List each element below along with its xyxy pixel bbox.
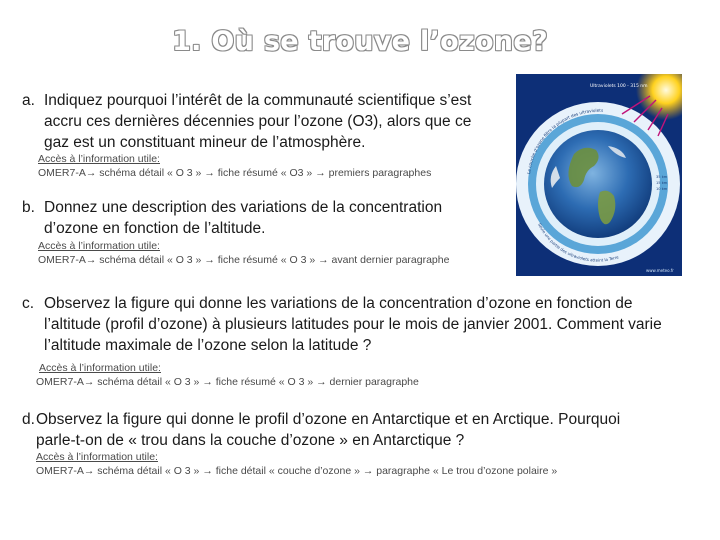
access-heading[interactable]: Accès à l’information utile:	[38, 153, 160, 165]
figure-footer: www.meteo.fr	[646, 268, 674, 273]
question-line: accru ces dernières décennies pour l’ozone (O3), alors que ce	[44, 113, 472, 130]
question-line: Observez la figure qui donne le profil d’ozone en Antarctique et en Arctique. Pourquoi	[36, 411, 621, 428]
question-letter: a.	[22, 92, 35, 109]
altitude-label: 35 km	[656, 175, 668, 179]
uv-label: Ultraviolets 100 - 315 nm	[590, 84, 648, 89]
question-b	[22, 197, 502, 239]
question-line: l’altitude (profil d’ozone) à plusieurs latitudes pour le mois de janvier 2001. Comment varie	[44, 316, 662, 333]
access-path: OMER7-A→ schéma détail « O 3 » → fiche résumé « O 3 » → avant dernier paragraphe	[38, 254, 450, 266]
access-path: OMER7-A→ schéma détail « O 3 » → fiche détail « couche d’ozone » → paragraphe « Le trou d’ozone polaire »	[36, 465, 558, 477]
question-letter: b.	[22, 199, 35, 216]
lower-arc-text: Seule une partie des ultraviolets atteint la Terre	[537, 222, 620, 263]
access-info-a	[38, 152, 431, 180]
access-heading[interactable]: Accès à l’information utile:	[39, 362, 161, 374]
question-line: parle-t-on de « trou dans la couche d’ozone » en Antarctique ?	[36, 432, 465, 449]
question-line: d’ozone en fonction de l’altitude.	[44, 220, 266, 237]
page-title: 1. Où se trouve l’ozone?	[172, 26, 548, 57]
access-info-b	[38, 239, 449, 267]
question-line: Indiquez pourquoi l’intérêt de la communauté scientifique s’est	[44, 92, 472, 109]
question-letter: d.	[22, 411, 35, 428]
access-info-d	[36, 450, 557, 478]
ozone-layer-figure	[516, 74, 682, 276]
access-info-c	[36, 361, 419, 389]
question-line: Observez la figure qui donne les variations de la concentration d’ozone en fonction de	[44, 295, 633, 312]
question-d	[22, 409, 712, 451]
question-letter: c.	[22, 295, 35, 312]
access-heading[interactable]: Accès à l’information utile:	[38, 240, 160, 252]
ozone-arc-text: La couche d’ozone filtre la plupart des ultraviolets	[526, 107, 604, 175]
altitude-label: 10 km	[656, 187, 668, 191]
altitude-label: 15 km	[656, 181, 668, 185]
access-path: OMER7-A→ schéma détail « O 3 » → fiche résumé « O 3 » → dernier paragraphe	[36, 376, 419, 388]
earth-globe	[544, 130, 652, 238]
earth-ozone-illustration	[516, 74, 682, 276]
question-line: Donnez une description des variations de la concentration	[44, 199, 443, 216]
access-path: OMER7-A→ schéma détail « O 3 » → fiche résumé « O3 » → premiers paragraphes	[38, 167, 432, 179]
access-heading[interactable]: Accès à l’information utile:	[36, 451, 158, 463]
question-line: gaz est un constituant mineur de l’atmosphère.	[44, 134, 366, 151]
question-c	[22, 293, 712, 356]
question-a	[22, 90, 502, 153]
question-line: l’altitude maximale de l’ozone selon la latitude ?	[44, 337, 372, 354]
